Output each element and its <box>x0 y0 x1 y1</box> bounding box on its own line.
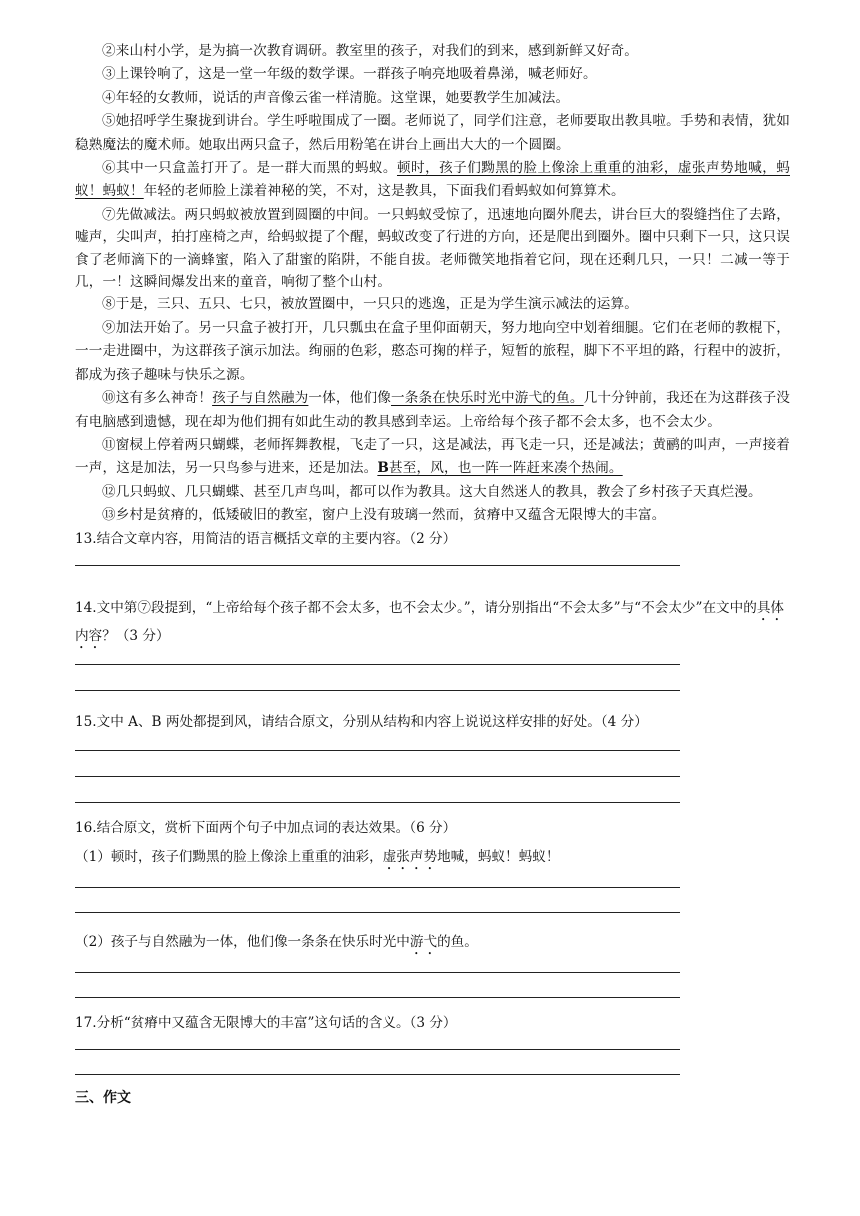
question-17: 17.分析“贫瘠中又蕴含无限博大的丰富”这句话的含义。（3 分） <box>75 1014 457 1031</box>
paragraph-6-text-b: 年轻的老师脸上漾着神秘的笑，不对，这是教具，下面我们看蚂蚁如何算算术。 <box>143 183 625 200</box>
paragraph-4: ④年轻的女教师，说话的声音像云雀一样清脆。这堂课，她要教学生加减法。 <box>102 89 570 106</box>
paragraph-10 <box>75 387 790 434</box>
question-14-text: 14.文中第⑦段提到，“上帝给每个孩子都不会太多，也不会太少。”，请分别指出“不会太多”与“不会太少” <box>75 599 703 616</box>
sentence-1-post: 地喊，蚂蚁！蚂蚁！ <box>437 848 560 865</box>
sentence-2-pre: （2）孩子与自然融为一体，他们像一条条在快乐时光中 <box>75 933 410 950</box>
question-16-sentence-1 <box>75 846 790 873</box>
question-15: 15.文中 A、B 两处都提到风，请结合原文，分别从结构和内容上说说这样安排的好处。（4 分） <box>75 713 648 730</box>
paragraph-6-underlined: 顿时，孩子们黝黑的脸上像涂上重重的油彩，虚张声势地喊，蚂蚁！蚂蚁！ <box>75 160 790 200</box>
paragraph-6-text-a: ⑥其中一只盒盖打开了。是一群大而黑的蚂蚁。 <box>102 160 397 177</box>
exam-page <box>75 40 790 1110</box>
question-13: 13.结合文章内容，用简洁的语言概括文章的主要内容。（2 分） <box>75 530 457 547</box>
question-14-tail: 在文中的 <box>702 599 757 616</box>
sentence-2-post: 的鱼。 <box>437 933 478 950</box>
sentence-1-pre: （1）顿时，孩子们黝黑的脸上像涂上重重的油彩， <box>75 848 383 865</box>
question-14-post: ？（3 分） <box>102 627 170 644</box>
paragraph-10-text-b: 一体，他们像 <box>308 390 391 407</box>
paragraph-11-text-a: ⑪窗棂上停着两只蝴蝶，老师挥舞教棍，飞走了一只，这是减法，再飞走一只，还是减法；黄鹂的叫声，一声接着一声，这是加法，另一只鸟参与进来，还是加法。 <box>75 436 790 477</box>
emphasized-phrase: 具体内容 <box>75 599 785 644</box>
paragraph-10-underlined-1: 孩子与自然融为 <box>212 390 309 407</box>
paragraph-10-text-c: 几十分钟前，我还在为这群孩子没有电脑感到遗憾，现在却为他们拥有如此生动的教具感到幸运。上帝给每个孩子都不会太多，也不会太少。 <box>75 390 790 430</box>
question-16-sentence-2 <box>75 931 790 958</box>
paragraph-3: ③上课铃响了，这是一堂一年级的数学课。一群孩子响亮地吸着鼻涕，喊老师好。 <box>102 66 597 83</box>
section-title-composition: 三、作文 <box>75 1089 131 1106</box>
paragraph-9: ⑨加法开始了。另一只盒子被打开，几只瓢虫在盒子里仰面朝天，努力地向空中划着细腿。它们在老师的教棍下，一一走进圈中，为这群孩子演示加法。绚丽的色彩，憨态可掬的样子，短暂的旅程，脚下不平坦的路，行程中的波折，都成为孩子趣味与快乐之源。 <box>75 319 790 383</box>
paragraph-6 <box>75 157 790 204</box>
marker-b: B <box>377 460 390 477</box>
paragraph-5: ⑤她招呼学生聚拢到讲台。学生呼啦围成了一圈。老师说了，同学们注意，老师要取出教具啦。手势和表情，犹如稳熟魔法的魔术师。她取出两只盒子，然后用粉笔在讲台上画出大大的一个圆圈。 <box>75 113 790 153</box>
question-16: 16.结合原文，赏析下面两个句子中加点词的表达效果。（6 分） <box>75 819 457 836</box>
paragraph-13: ⑬乡村是贫瘠的，低矮破旧的教室，窗户上没有玻璃一然而，贫瘠中又蕴含无限博大的丰富。 <box>102 507 666 524</box>
paragraph-11-underlined: 甚至，风，也一阵一阵赶来凑个热闹。 <box>389 460 623 477</box>
paragraph-10-underlined-2: 一条条在快乐时光中游弋的鱼。 <box>390 390 584 407</box>
paragraph-11 <box>75 434 790 481</box>
paragraph-2: ②来山村小学，是为搞一次教育调研。教室里的孩子，对我们的到来，感到新鲜又好奇。 <box>102 43 639 59</box>
emphasized-word-1: 虚张声势 <box>382 848 438 865</box>
question-14-line-1 <box>75 596 790 652</box>
paragraph-10-text-a: ⑩这有多么神奇！ <box>102 390 213 407</box>
paragraph-7: ⑦先做减法。两只蚂蚁被放置到圆圈的中间。一只蚂蚁受惊了，迅速地向圈外爬去，讲台巨大的裂缝挡住了去路，嘘声，尖叫声，拍打座椅之声，给蚂蚁提了个醒，蚂蚁改变了行进的方向，还是爬出到圈外。圈中只剩下一只，这只误食了老师滴下的一滴蜂蜜，陷入了甜蜜的陷阱，不能自拔。老师微笑地指着它问，现在还剩几只，一只！二减一等于几，一！这瞬间爆发出来的童音，响彻了整个山村。 <box>75 206 790 291</box>
paragraph-8: ⑧于是，三只、五只、七只，被放置圈中，一只只的逃逸，正是为学生演示减法的运算。 <box>102 296 639 313</box>
emphasized-word-2: 游弋 <box>409 933 438 950</box>
paragraph-12: ⑫几只蚂蚁、几只蝴蝶、甚至几声鸟叫，都可以作为教具。这大自然迷人的教具，教会了乡村孩子天真烂漫。 <box>102 483 762 500</box>
